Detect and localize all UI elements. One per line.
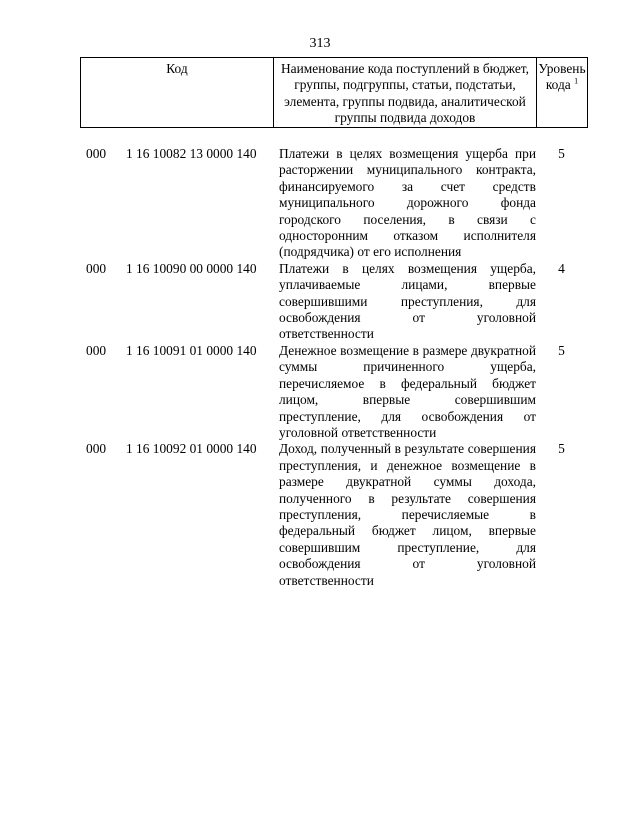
- row-name: Платежи в целях возмещения ущерба, уплачиваемые лицами, впервые совершившими преступления, для освобождения от уголовной ответственности: [279, 260, 536, 342]
- table-body: [80, 146, 587, 589]
- table-row: [80, 343, 587, 441]
- header-level-line1: Уровень: [538, 61, 586, 76]
- row-admin-code: 000: [86, 342, 107, 358]
- row-name: Платежи в целях возмещения ущерба при расторжении муниципального контракта, финансируемого за счет средств муниципального дорожного фонда городского поселения, в связи с односторонним отказом исполнителя (подрядчика) от его исполнения: [279, 146, 536, 260]
- row-admin-code: 000: [86, 260, 107, 276]
- row-revenue-code: 1 16 10091 01 0000 140: [126, 342, 257, 358]
- table-row: [80, 441, 587, 589]
- header-code: Код: [81, 58, 274, 128]
- row-revenue-code: 1 16 10092 01 0000 140: [126, 441, 257, 457]
- page-number: 313: [309, 36, 331, 51]
- row-admin-code: 000: [86, 146, 107, 161]
- row-name: Денежное возмещение в размере двукратной суммы причиненного ущерба, перечисляемое в федеральный бюджет лицом, впервые совершившим преступление, для освобождения от уголовной ответственности: [279, 342, 536, 440]
- header-level-footnote: 1: [574, 76, 579, 86]
- row-level: 4: [558, 260, 565, 276]
- row-level: 5: [558, 342, 565, 358]
- table-header: [80, 57, 588, 128]
- table-row: [80, 261, 587, 343]
- row-level: 5: [558, 146, 565, 161]
- header-level-line2: кода: [545, 77, 571, 93]
- table-row: [80, 146, 587, 261]
- row-revenue-code: 1 16 10082 13 0000 140: [126, 146, 257, 161]
- row-admin-code: 000: [86, 441, 107, 457]
- header-name: Наименование кода поступлений в бюджет, группы, подгруппы, статьи, подстатьи, элемента, группы подвида, аналитической группы подвида доходов: [274, 58, 537, 128]
- row-level: 5: [558, 441, 565, 457]
- row-revenue-code: 1 16 10090 00 0000 140: [126, 260, 257, 276]
- header-level: [537, 58, 588, 128]
- row-name: Доход, полученный в результате совершения преступления, и денежное возмещение в размере двукратной суммы дохода, полученного в результате совершения преступления, перечисляемые в федеральный бюджет лицом, впервые совершившим преступление, для освобождения от уголовной ответственности: [279, 441, 536, 588]
